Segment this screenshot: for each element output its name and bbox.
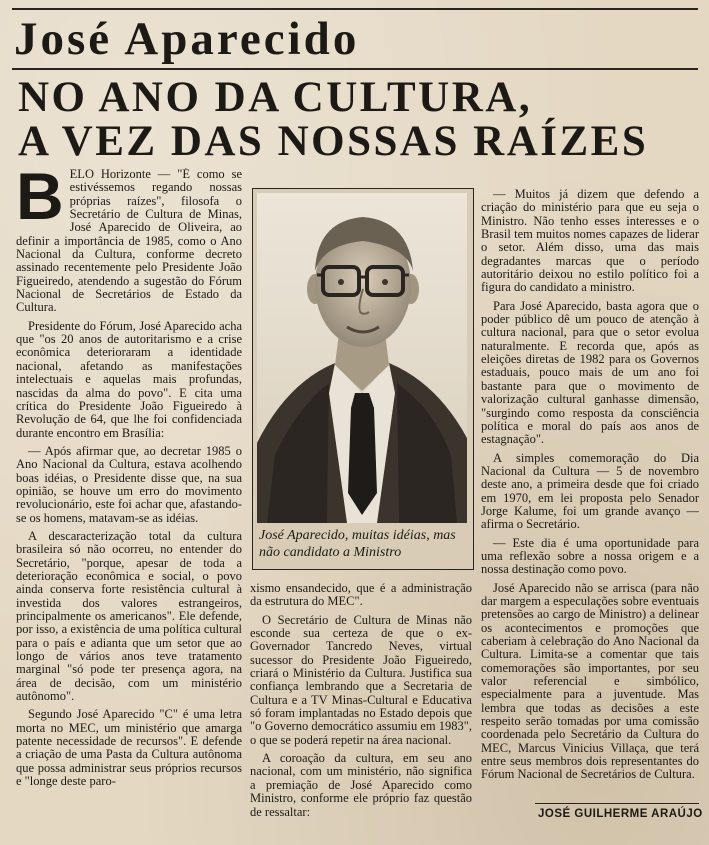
kicker-name: José Aparecido <box>14 13 360 65</box>
paragraph: Para José Aparecido, basta agora que o poder público dê um pouco de atenção à cultura nacional, para que o setor evolua naturalmente. E recorda que, após as eleições diretas de 1982 para os Governos estaduais, pouco mais de um ano foi bastante para que o movimento de valorização cultural ganhasse dimensão, "surgindo como resposta da consciência política e moral do país aos anos de estagnação". <box>481 298 699 447</box>
paragraph: Presidente do Fórum, José Aparecido acha que "os 20 anos de autoritarismo e a crise econômica deterioraram a identidade nacional, afetando as manifestações intelectuais e aquelas mais profundas, nascidas da alma do povo". E cita uma crítica do Presidente João Figueiredo à Revolução de 64, que lhe foi confidenciada durante encontro em Brasília: <box>16 318 242 440</box>
paragraph: O Secretário de Cultura de Minas não esconde sua certeza de que o ex-Governador Tancredo Neves, virtual sucessor do Presidente João Figueiredo, criará o Ministério da Cultura. Justifica sua confiança lembrando que a Secretaria de Cultura e a TV Minas-Cultural e Educativa só foram implantadas no Estado depois que "o Governo democrático assumiu em 1983", o que se poderá repetir na área nacional. <box>250 612 472 747</box>
drop-cap: B <box>16 168 64 233</box>
paragraph: — Muitos já dizem que defendo a criação do ministério para que eu seja o Ministro. Não tenho esses interesses e o Brasil tem muitos nomes capazes de liderar o setor. Além disso, uma das mais degradantes marcas que o período autoritário deixou no estilo político foi a figura do candidato a ministro. <box>481 188 699 295</box>
headline-rule <box>12 68 698 70</box>
top-rule <box>12 8 698 10</box>
paragraph: — Este dia é uma oportunidade para uma reflexão sobre a nossa origem e a nossa destinação como povo. <box>481 535 699 577</box>
portrait-illustration <box>257 193 467 523</box>
paragraph: José Aparecido não se arrisca (para não dar margem a especulações sobre eventuais pretensões ao cargo de Ministro) a delinear os acontecimentos e promoções que caberiam à celebração do Ano Nacional da Cultura. Limita-se a comentar que tais comemorações são importantes, por seu valor referencial e simbólico, especialmente para a juventude. Mas lembra que todas as decisões a este respeito serão tomadas por uma comissão coordenada pelo Secretário da Cultura do MEC, Marcus Vinicius Villaça, que terá entre seus membros dois representantes do Fórum Nacional de Secretários de Cultura. <box>481 580 699 782</box>
headline <box>18 76 698 164</box>
paragraph: Segundo José Aparecido "C" é uma letra morta no MEC, um ministério que amarga patente necessidade de recursos". E defende a criação de uma Pasta da Cultura autônoma que possa administrar seus próprios recursos e "longe deste paro- <box>16 707 242 789</box>
column-middle <box>250 582 472 838</box>
photo-caption: José Aparecido, muitas idéias, mas não candidato a Ministro <box>259 528 456 560</box>
column-right <box>481 188 699 800</box>
headline-line-1: NO ANO DA CULTURA, <box>18 74 533 121</box>
paragraph: BELO Horizonte — "É como se estivéssemos regando nossas próprias raízes", filosofa o Secretário de Cultura de Minas, José Aparecido de Oliveira, ao definir a importância de 1985, como o Ano Nacional da Cultura, conforme decreto assinado recentemente pelo Presidente João Figueiredo, atendendo a sugestão do Fórum Nacional de Secretários de Estado da Cultura. <box>16 168 242 315</box>
paragraph: A simples comemoração do Dia Nacional da Cultura — 5 de novembro deste ano, a primeira desde que foi criado em 1970, em lei proposta pelo Senador Jorge Kalume, foi um grande avanço — afirma o Secretário. <box>481 450 699 532</box>
paragraph: — Após afirmar que, ao decretar 1985 o Ano Nacional da Cultura, estava acolhendo boas idéias, o Presidente disse que, na sua opinião, se houve um erro do movimento revolucionário, este foi achar que, afastando-se os homens, matavam-se as idéias. <box>16 443 242 525</box>
paragraph: A descaracterização total da cultura brasileira só não ocorreu, no entender do Secretário, "porque, apesar de toda a deterioração econômica e social, o povo ainda conserva forte resistência cultural à investida dos valores estrangeiros, principalmente os americanos". Ele defende, por isso, a existência de uma política cultural para o país e adianta que um setor que ao longo de vários anos teve tratamento marginal "só pode ter presença agora, na área de decisão, com um ministério autônomo". <box>16 528 242 704</box>
column-left <box>16 168 242 838</box>
photo-frame <box>252 188 474 570</box>
paragraph: xismo ensandecido, que é a administração da estrutura do MEC". <box>250 582 472 609</box>
byline-rule <box>535 803 699 804</box>
portrait-photo <box>257 193 467 523</box>
headline-line-2: A VEZ DAS NOSSAS RAÍZES <box>18 118 649 165</box>
paragraph: A coroação da cultura, em seu ano nacional, com um ministério, não significa a premiação de José Aparecido como Ministro, conforme ele próprio faz questão de ressaltar: <box>250 751 472 819</box>
byline: JOSÉ GUILHERME ARAÚJO <box>538 808 703 820</box>
